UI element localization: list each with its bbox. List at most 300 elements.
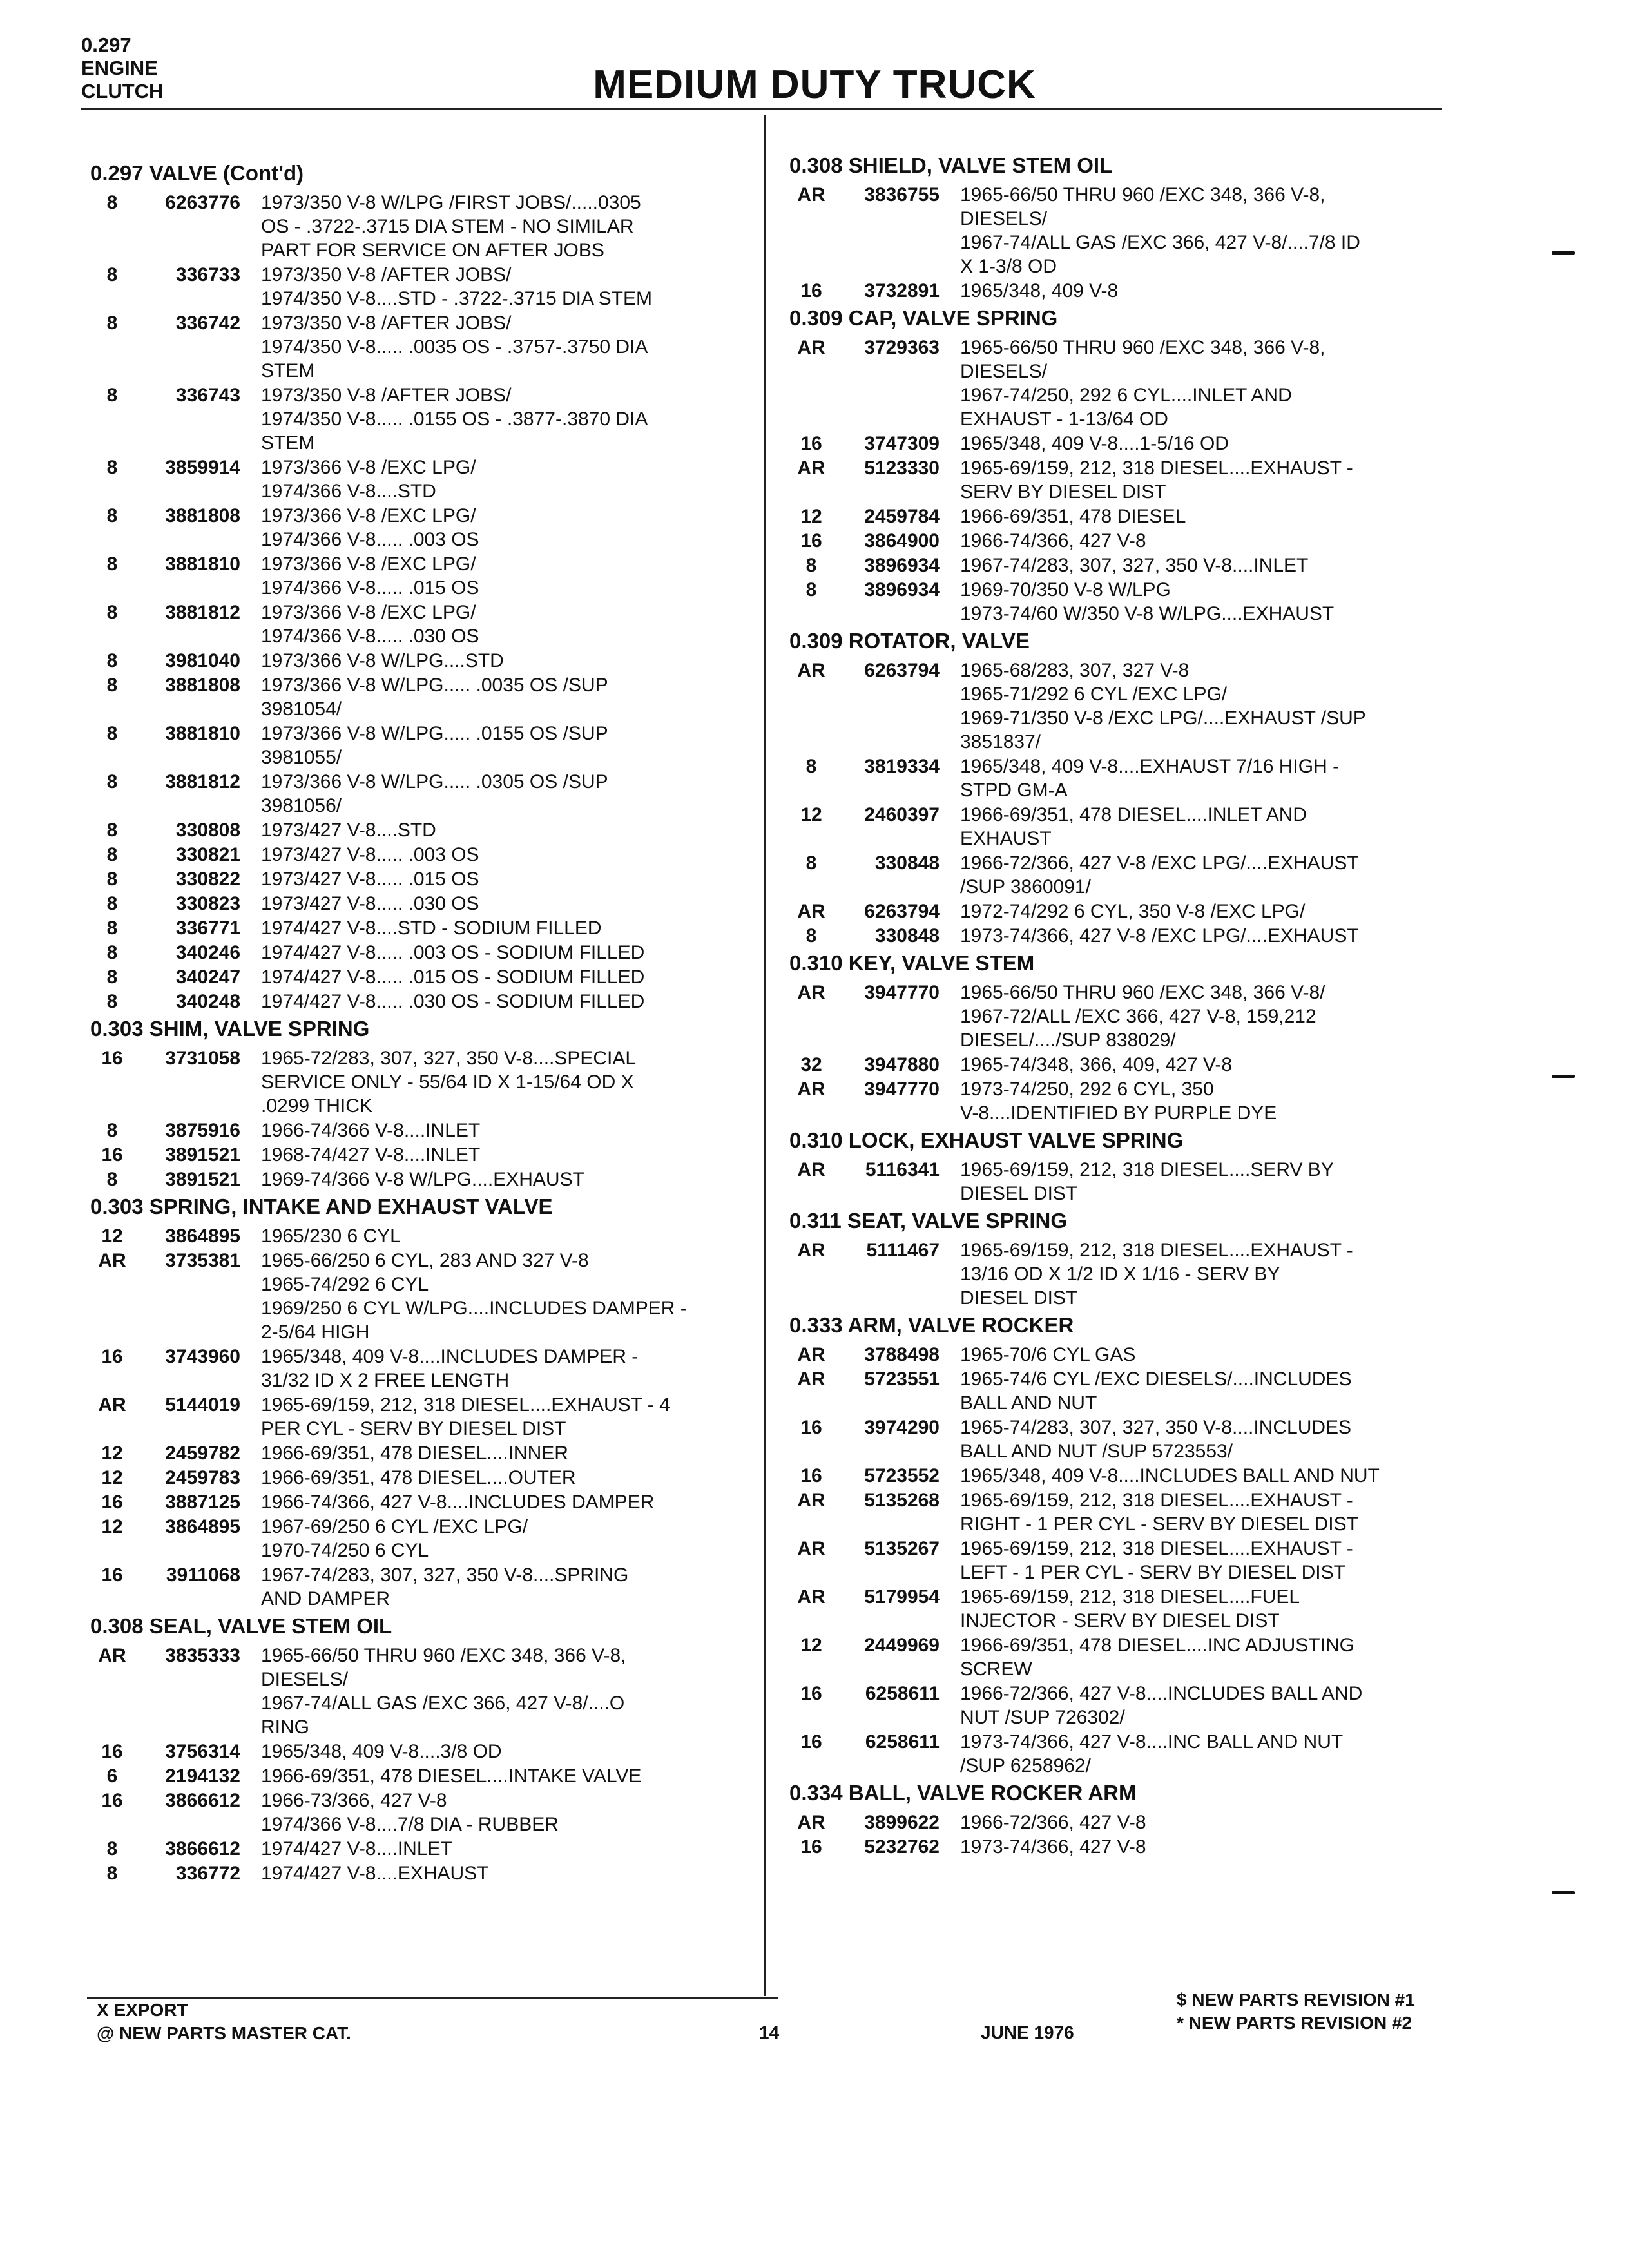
part-number: 2459782: [165, 1443, 240, 1464]
part-description: [960, 1416, 1460, 1463]
part-entry: [789, 529, 1460, 553]
part-entry: [789, 1730, 1460, 1778]
quantity: 16: [800, 530, 822, 552]
quantity: AR: [797, 1344, 825, 1365]
description-line: 1965-71/292 6 CYL /EXC LPG/: [960, 684, 1228, 705]
part-number: 3881808: [165, 675, 240, 696]
description-line: 3981055/: [261, 747, 342, 768]
part-entry: [90, 311, 760, 383]
description-line: 1974/366 V-8..... .030 OS: [261, 626, 479, 647]
description-line: SERV BY DIESEL DIST: [960, 481, 1166, 503]
part-number: 330808: [175, 820, 240, 841]
part-entry: [90, 1168, 760, 1191]
part-description: [960, 336, 1460, 431]
quantity: AR: [797, 1812, 825, 1833]
part-entry: [90, 722, 760, 769]
part-description: [261, 1861, 760, 1885]
description-line: 1965/230 6 CYL: [261, 1225, 401, 1247]
quantity: 8: [106, 1838, 118, 1860]
part-number: 2459784: [864, 506, 940, 527]
part-description: [261, 1224, 760, 1248]
part-entry: [789, 851, 1460, 899]
part-entry: [90, 649, 760, 673]
quantity: AR: [98, 1250, 126, 1271]
part-entry: [789, 1343, 1460, 1367]
section-code-line: ENGINE: [81, 57, 158, 79]
part-entry: [90, 818, 760, 842]
part-number: 5179954: [864, 1586, 940, 1608]
part-description: [960, 1835, 1460, 1859]
quantity: 8: [106, 553, 118, 575]
part-number: 3947770: [864, 982, 940, 1003]
part-number: 3731058: [165, 1048, 240, 1069]
part-entry: [789, 1835, 1460, 1859]
description-line: 1965-69/159, 212, 318 DIESEL....FUEL: [960, 1586, 1300, 1608]
quantity: 16: [800, 1836, 822, 1858]
part-number: 5116341: [865, 1159, 940, 1180]
part-number: 3743960: [165, 1346, 240, 1367]
part-number: 3947770: [864, 1079, 940, 1100]
part-entry: [90, 552, 760, 600]
part-description: [960, 1238, 1460, 1310]
quantity: 16: [101, 1790, 123, 1811]
part-entry: [90, 916, 760, 940]
quantity: AR: [797, 337, 825, 358]
quantity: 16: [800, 433, 822, 454]
part-description: [261, 1644, 760, 1739]
part-description: [960, 1158, 1460, 1206]
quantity: AR: [797, 457, 825, 479]
quantity: 16: [101, 1048, 123, 1069]
part-description: [960, 924, 1460, 948]
part-description: [261, 1393, 760, 1441]
description-line: LEFT - 1 PER CYL - SERV BY DIESEL DIST: [960, 1562, 1345, 1583]
part-entry: [789, 1464, 1460, 1488]
part-description: [960, 279, 1460, 303]
description-line: 1965-69/159, 212, 318 DIESEL....EXHAUST - 4: [261, 1394, 670, 1416]
description-line: 1966-72/366, 427 V-8 /EXC LPG/....EXHAUST: [960, 852, 1359, 874]
description-line: 1973/366 V-8 /EXC LPG/: [261, 505, 476, 526]
description-line: 1965-69/159, 212, 318 DIESEL....EXHAUST -: [960, 1240, 1353, 1261]
part-entry: [90, 1644, 760, 1739]
description-line: 1966-69/351, 478 DIESEL....OUTER: [261, 1467, 576, 1488]
part-description: [261, 1837, 760, 1861]
publication-date: JUNE 1976: [981, 2023, 1074, 2042]
part-number: 3756314: [165, 1741, 240, 1762]
description-line: 1974/350 V-8..... .0155 OS - .3877-.3870 DIA: [261, 408, 648, 430]
part-description: [261, 1143, 760, 1167]
part-description: [960, 578, 1460, 626]
part-description: [960, 803, 1460, 850]
description-line: 1965-74/348, 366, 409, 427 V-8: [960, 1054, 1233, 1075]
quantity: 8: [106, 385, 118, 406]
part-description: [960, 1633, 1460, 1681]
part-entry: [789, 754, 1460, 802]
part-number: 330821: [175, 844, 240, 865]
description-line: 1965-69/159, 212, 318 DIESEL....SERV BY: [960, 1159, 1334, 1180]
part-description: [261, 191, 760, 262]
part-description: [960, 658, 1460, 754]
description-line: 1966-74/366, 427 V-8: [960, 530, 1146, 552]
quantity: 8: [106, 771, 118, 793]
part-description: [261, 1764, 760, 1788]
description-line: 1965-72/283, 307, 327, 350 V-8....SPECIAL: [261, 1048, 637, 1069]
description-line: 1966-69/351, 478 DIESEL....INC ADJUSTING: [960, 1635, 1354, 1656]
description-line: PER CYL - SERV BY DIESEL DIST: [261, 1418, 566, 1439]
part-entry: [789, 658, 1460, 754]
description-line: 1973/366 V-8 W/LPG....STD: [261, 650, 504, 671]
quantity: 8: [106, 1169, 118, 1190]
quantity: 12: [101, 1443, 123, 1464]
part-description: [261, 965, 760, 989]
quantity: 16: [101, 1741, 123, 1762]
part-number: 5135268: [864, 1490, 940, 1511]
part-description: [960, 529, 1460, 553]
part-number: 336772: [175, 1863, 240, 1884]
part-entry: [789, 1077, 1460, 1125]
right-column: [789, 153, 1460, 1860]
part-description: [261, 770, 760, 818]
description-line: 1973/350 V-8 /AFTER JOBS/: [261, 385, 512, 406]
part-number: 6263794: [864, 901, 940, 922]
part-entry: [789, 1238, 1460, 1310]
part-entry: [90, 867, 760, 891]
part-description: [261, 843, 760, 867]
description-line: 1974/350 V-8..... .0035 OS - .3757-.3750 DIA: [261, 336, 648, 358]
description-line: 1973/366 V-8 /EXC LPG/: [261, 553, 476, 575]
description-line: 1967-74/283, 307, 327, 350 V-8....SPRING: [261, 1564, 629, 1586]
description-line: 1965-69/159, 212, 318 DIESEL....EXHAUST -: [960, 1490, 1353, 1511]
part-description: [261, 941, 760, 965]
section-heading: 0.308 SEAL, VALVE STEM OIL: [90, 1614, 392, 1638]
part-entry: [789, 1053, 1460, 1077]
column-divider: [764, 115, 766, 1996]
description-line: 1965/348, 409 V-8....3/8 OD: [261, 1741, 502, 1762]
quantity: AR: [797, 1586, 825, 1608]
section-heading: 0.309 ROTATOR, VALVE: [789, 629, 1030, 653]
part-description: [261, 311, 760, 383]
quantity: 16: [800, 1683, 822, 1704]
part-description: [960, 1537, 1460, 1584]
part-number: 3735381: [165, 1250, 240, 1271]
description-line: 1965-66/50 THRU 960 /EXC 348, 366 V-8/: [960, 982, 1325, 1003]
part-description: [261, 504, 760, 552]
part-number: 5232762: [864, 1836, 940, 1858]
quantity: AR: [797, 1159, 825, 1180]
description-line: 1974/427 V-8..... .015 OS - SODIUM FILLED: [261, 966, 645, 988]
quantity: 8: [805, 555, 817, 576]
quantity: 8: [106, 942, 118, 963]
description-line: /SUP 3860091/: [960, 876, 1091, 898]
section-heading: 0.308 SHIELD, VALVE STEM OIL: [789, 153, 1113, 177]
part-description: [261, 552, 760, 600]
description-line: STPD GM-A: [960, 780, 1068, 801]
section-heading: 0.310 LOCK, EXHAUST VALVE SPRING: [789, 1128, 1184, 1152]
part-description: [960, 553, 1460, 577]
section-heading: 0.303 SPRING, INTAKE AND EXHAUST VALVE: [90, 1195, 553, 1218]
part-description: [261, 1249, 760, 1344]
description-line: V-8....IDENTIFIED BY PURPLE DYE: [960, 1102, 1277, 1124]
description-line: .0299 THICK: [261, 1095, 372, 1117]
part-entry: [90, 1563, 760, 1611]
quantity: 8: [106, 505, 118, 526]
part-entry: [90, 456, 760, 503]
part-description: [261, 1515, 760, 1562]
description-line: 1973/366 V-8 W/LPG..... .0035 OS /SUP: [261, 675, 608, 696]
quantity: 8: [106, 893, 118, 914]
description-line: 1973/427 V-8..... .003 OS: [261, 844, 479, 865]
part-description: [261, 649, 760, 673]
description-line: 1974/366 V-8....7/8 DIA - RUBBER: [261, 1814, 559, 1835]
part-description: [261, 1345, 760, 1392]
quantity: 16: [101, 1144, 123, 1166]
quantity: 32: [800, 1054, 822, 1075]
quantity: 8: [805, 852, 817, 874]
part-entry: [789, 1537, 1460, 1584]
description-line: 1965-69/159, 212, 318 DIESEL....EXHAUST -: [960, 1538, 1353, 1559]
part-number: 336733: [175, 264, 240, 285]
description-line: 1974/427 V-8....INLET: [261, 1838, 452, 1860]
part-number: 340247: [175, 966, 240, 988]
quantity: AR: [797, 1240, 825, 1261]
description-line: DIESEL/..../SUP 838029/: [960, 1030, 1176, 1051]
part-number: 3859914: [165, 457, 240, 478]
description-line: 31/32 ID X 2 FREE LENGTH: [261, 1370, 510, 1391]
part-number: 3835333: [165, 1645, 240, 1666]
description-line: 1965-74/292 6 CYL: [261, 1274, 429, 1295]
part-number: 3881810: [165, 723, 240, 744]
part-entry: [789, 981, 1460, 1052]
quantity: AR: [98, 1394, 126, 1416]
part-number: 3974290: [864, 1417, 940, 1438]
part-number: 6263794: [864, 660, 940, 681]
quantity: AR: [797, 1490, 825, 1511]
part-number: 336742: [175, 312, 240, 334]
part-description: [960, 851, 1460, 899]
description-line: 1974/366 V-8..... .003 OS: [261, 529, 479, 550]
part-number: 3896934: [864, 555, 940, 576]
part-description: [960, 1077, 1460, 1125]
page-title: MEDIUM DUTY TRUCK: [593, 62, 1036, 107]
part-number: 3836755: [864, 184, 940, 206]
part-description: [960, 1053, 1460, 1077]
description-line: RING: [261, 1716, 309, 1738]
part-number: 5144019: [165, 1394, 240, 1416]
part-number: 3896934: [864, 579, 940, 601]
quantity: 8: [805, 579, 817, 601]
description-line: 1965-66/50 THRU 960 /EXC 348, 366 V-8,: [261, 1645, 626, 1666]
description-line: X 1-3/8 OD: [960, 256, 1057, 277]
quantity: 8: [106, 602, 118, 623]
description-line: 1972-74/292 6 CYL, 350 V-8 /EXC LPG/: [960, 901, 1306, 922]
description-line: RIGHT - 1 PER CYL - SERV BY DIESEL DIST: [960, 1514, 1358, 1535]
part-entry: [90, 1740, 760, 1763]
description-line: 1965-69/159, 212, 318 DIESEL....EXHAUST -: [960, 457, 1353, 479]
description-line: EXHAUST - 1-13/64 OD: [960, 408, 1168, 430]
part-entry: [789, 1811, 1460, 1834]
description-line: 1966-72/366, 427 V-8: [960, 1812, 1146, 1833]
part-number: 3864895: [165, 1225, 240, 1247]
part-entry: [90, 1764, 760, 1788]
part-number: 3947880: [864, 1054, 940, 1075]
description-line: NUT /SUP 726302/: [960, 1707, 1125, 1728]
section-heading: 0.309 CAP, VALVE SPRING: [789, 306, 1058, 330]
quantity: AR: [797, 901, 825, 922]
part-number: 3881812: [165, 771, 240, 793]
part-entry: [90, 892, 760, 916]
description-line: 1967-69/250 6 CYL /EXC LPG/: [261, 1516, 528, 1537]
quantity: 8: [106, 312, 118, 334]
part-description: [960, 754, 1460, 802]
part-description: [261, 1563, 760, 1611]
quantity: AR: [797, 184, 825, 206]
description-line: 1965-70/6 CYL GAS: [960, 1344, 1136, 1365]
page-number: 14: [759, 2023, 780, 2042]
description-line: 1974/366 V-8....STD: [261, 481, 436, 502]
quantity: 12: [800, 506, 822, 527]
part-number: 3864895: [165, 1516, 240, 1537]
description-line: 1969-70/350 V-8 W/LPG: [960, 579, 1171, 601]
description-line: 1965-68/283, 307, 327 V-8: [960, 660, 1190, 681]
part-description: [960, 1585, 1460, 1633]
part-number: 3732891: [864, 280, 940, 302]
part-description: [960, 1488, 1460, 1536]
description-line: DIESEL DIST: [960, 1183, 1078, 1204]
quantity: 12: [800, 804, 822, 825]
description-line: 1973/366 V-8 /EXC LPG/: [261, 602, 476, 623]
revision-mark: [1552, 1891, 1575, 1894]
part-number: 3729363: [864, 337, 940, 358]
description-line: EXHAUST: [960, 828, 1052, 849]
quantity: 8: [106, 966, 118, 988]
part-number: 330823: [175, 893, 240, 914]
part-entry: [90, 1490, 760, 1514]
quantity: 16: [800, 280, 822, 302]
description-line: 1969-74/366 V-8 W/LPG....EXHAUST: [261, 1169, 584, 1190]
part-entry: [90, 1789, 760, 1836]
part-number: 6258611: [865, 1683, 940, 1704]
header-divider: [81, 108, 1442, 110]
quantity: 8: [106, 1863, 118, 1884]
part-number: 3891521: [165, 1144, 240, 1166]
part-number: 2460397: [864, 804, 940, 825]
quantity: 16: [800, 1465, 822, 1486]
quantity: AR: [797, 660, 825, 681]
part-number: 336771: [175, 918, 240, 939]
quantity: 12: [101, 1225, 123, 1247]
part-number: 3875916: [165, 1120, 240, 1141]
part-entry: [90, 1143, 760, 1167]
part-entry: [90, 1249, 760, 1344]
description-line: 1973/366 V-8 /EXC LPG/: [261, 457, 476, 478]
description-line: 1973-74/250, 292 6 CYL, 350: [960, 1079, 1214, 1100]
part-entry: [90, 1345, 760, 1392]
part-number: 5723552: [864, 1465, 940, 1486]
part-entry: [789, 1633, 1460, 1681]
quantity: 8: [106, 918, 118, 939]
part-entry: [789, 183, 1460, 278]
description-line: 1966-73/366, 427 V-8: [261, 1790, 447, 1811]
part-entry: [90, 965, 760, 989]
part-number: 3881810: [165, 553, 240, 575]
part-number: 3881812: [165, 602, 240, 623]
part-description: [261, 1789, 760, 1836]
description-line: 1966-74/366 V-8....INLET: [261, 1120, 481, 1141]
description-line: 1965-66/250 6 CYL, 283 AND 327 V-8: [261, 1250, 589, 1271]
description-line: 1974/366 V-8..... .015 OS: [261, 577, 479, 599]
part-entry: [789, 1488, 1460, 1536]
part-entry: [789, 1158, 1460, 1206]
description-line: AND DAMPER: [261, 1588, 390, 1610]
part-entry: [90, 1466, 760, 1490]
description-line: SCREW: [960, 1658, 1032, 1680]
part-entry: [789, 1416, 1460, 1463]
part-description: [960, 456, 1460, 504]
part-description: [960, 1464, 1460, 1488]
part-entry: [789, 432, 1460, 456]
quantity: 8: [106, 844, 118, 865]
quantity: 8: [106, 675, 118, 696]
description-line: 1973/427 V-8..... .015 OS: [261, 869, 479, 890]
description-line: 1965-66/50 THRU 960 /EXC 348, 366 V-8,: [960, 184, 1325, 206]
part-description: [960, 432, 1460, 456]
part-description: [261, 456, 760, 503]
description-line: 1965/348, 409 V-8....INCLUDES DAMPER -: [261, 1346, 639, 1367]
revision-mark: [1552, 251, 1575, 255]
description-line: 13/16 OD X 1/2 ID X 1/16 - SERV BY: [960, 1264, 1280, 1285]
description-line: DIESELS/: [960, 208, 1048, 229]
part-number: 5723551: [864, 1369, 940, 1390]
part-number: 3747309: [864, 433, 940, 454]
description-line: 1965-74/283, 307, 327, 350 V-8....INCLUDES: [960, 1417, 1352, 1438]
description-line: 1966-69/351, 478 DIESEL....INNER: [261, 1443, 568, 1464]
part-entry: [789, 336, 1460, 431]
part-description: [261, 818, 760, 842]
description-line: 1973/350 V-8 /AFTER JOBS/: [261, 312, 512, 334]
part-description: [960, 899, 1460, 923]
part-description: [261, 1168, 760, 1191]
part-entry: [789, 1585, 1460, 1633]
part-description: [261, 1441, 760, 1465]
quantity: 6: [106, 1765, 118, 1787]
part-description: [261, 263, 760, 311]
part-description: [960, 1367, 1460, 1415]
footer-legend-right: [1177, 1988, 1415, 2035]
description-line: 1973-74/366, 427 V-8 /EXC LPG/....EXHAUST: [960, 925, 1359, 947]
quantity: 8: [106, 192, 118, 213]
part-number: 3819334: [864, 756, 940, 777]
quantity: AR: [797, 1079, 825, 1100]
section-heading: 0.334 BALL, VALVE ROCKER ARM: [789, 1781, 1137, 1805]
description-line: 1973/366 V-8 W/LPG..... .0305 OS /SUP: [261, 771, 608, 793]
part-description: [960, 1682, 1460, 1729]
description-line: 1965-74/6 CYL /EXC DIESELS/....INCLUDES: [960, 1369, 1352, 1390]
quantity: 12: [800, 1635, 822, 1656]
part-description: [960, 505, 1460, 528]
part-description: [261, 722, 760, 769]
description-line: 1974/427 V-8..... .030 OS - SODIUM FILLED: [261, 991, 645, 1012]
description-line: 3981054/: [261, 698, 342, 720]
description-line: 1966-72/366, 427 V-8....INCLUDES BALL AND: [960, 1683, 1363, 1704]
description-line: 3981056/: [261, 795, 342, 816]
description-line: BALL AND NUT: [960, 1392, 1097, 1414]
part-number: 336743: [175, 385, 240, 406]
description-line: 1969-71/350 V-8 /EXC LPG/....EXHAUST /SUP: [960, 707, 1366, 729]
description-line: 1966-69/351, 478 DIESEL....INLET AND: [960, 804, 1307, 825]
part-number: 2194132: [165, 1765, 240, 1787]
part-entry: [90, 770, 760, 818]
description-line: 1973-74/366, 427 V-8: [960, 1836, 1146, 1858]
